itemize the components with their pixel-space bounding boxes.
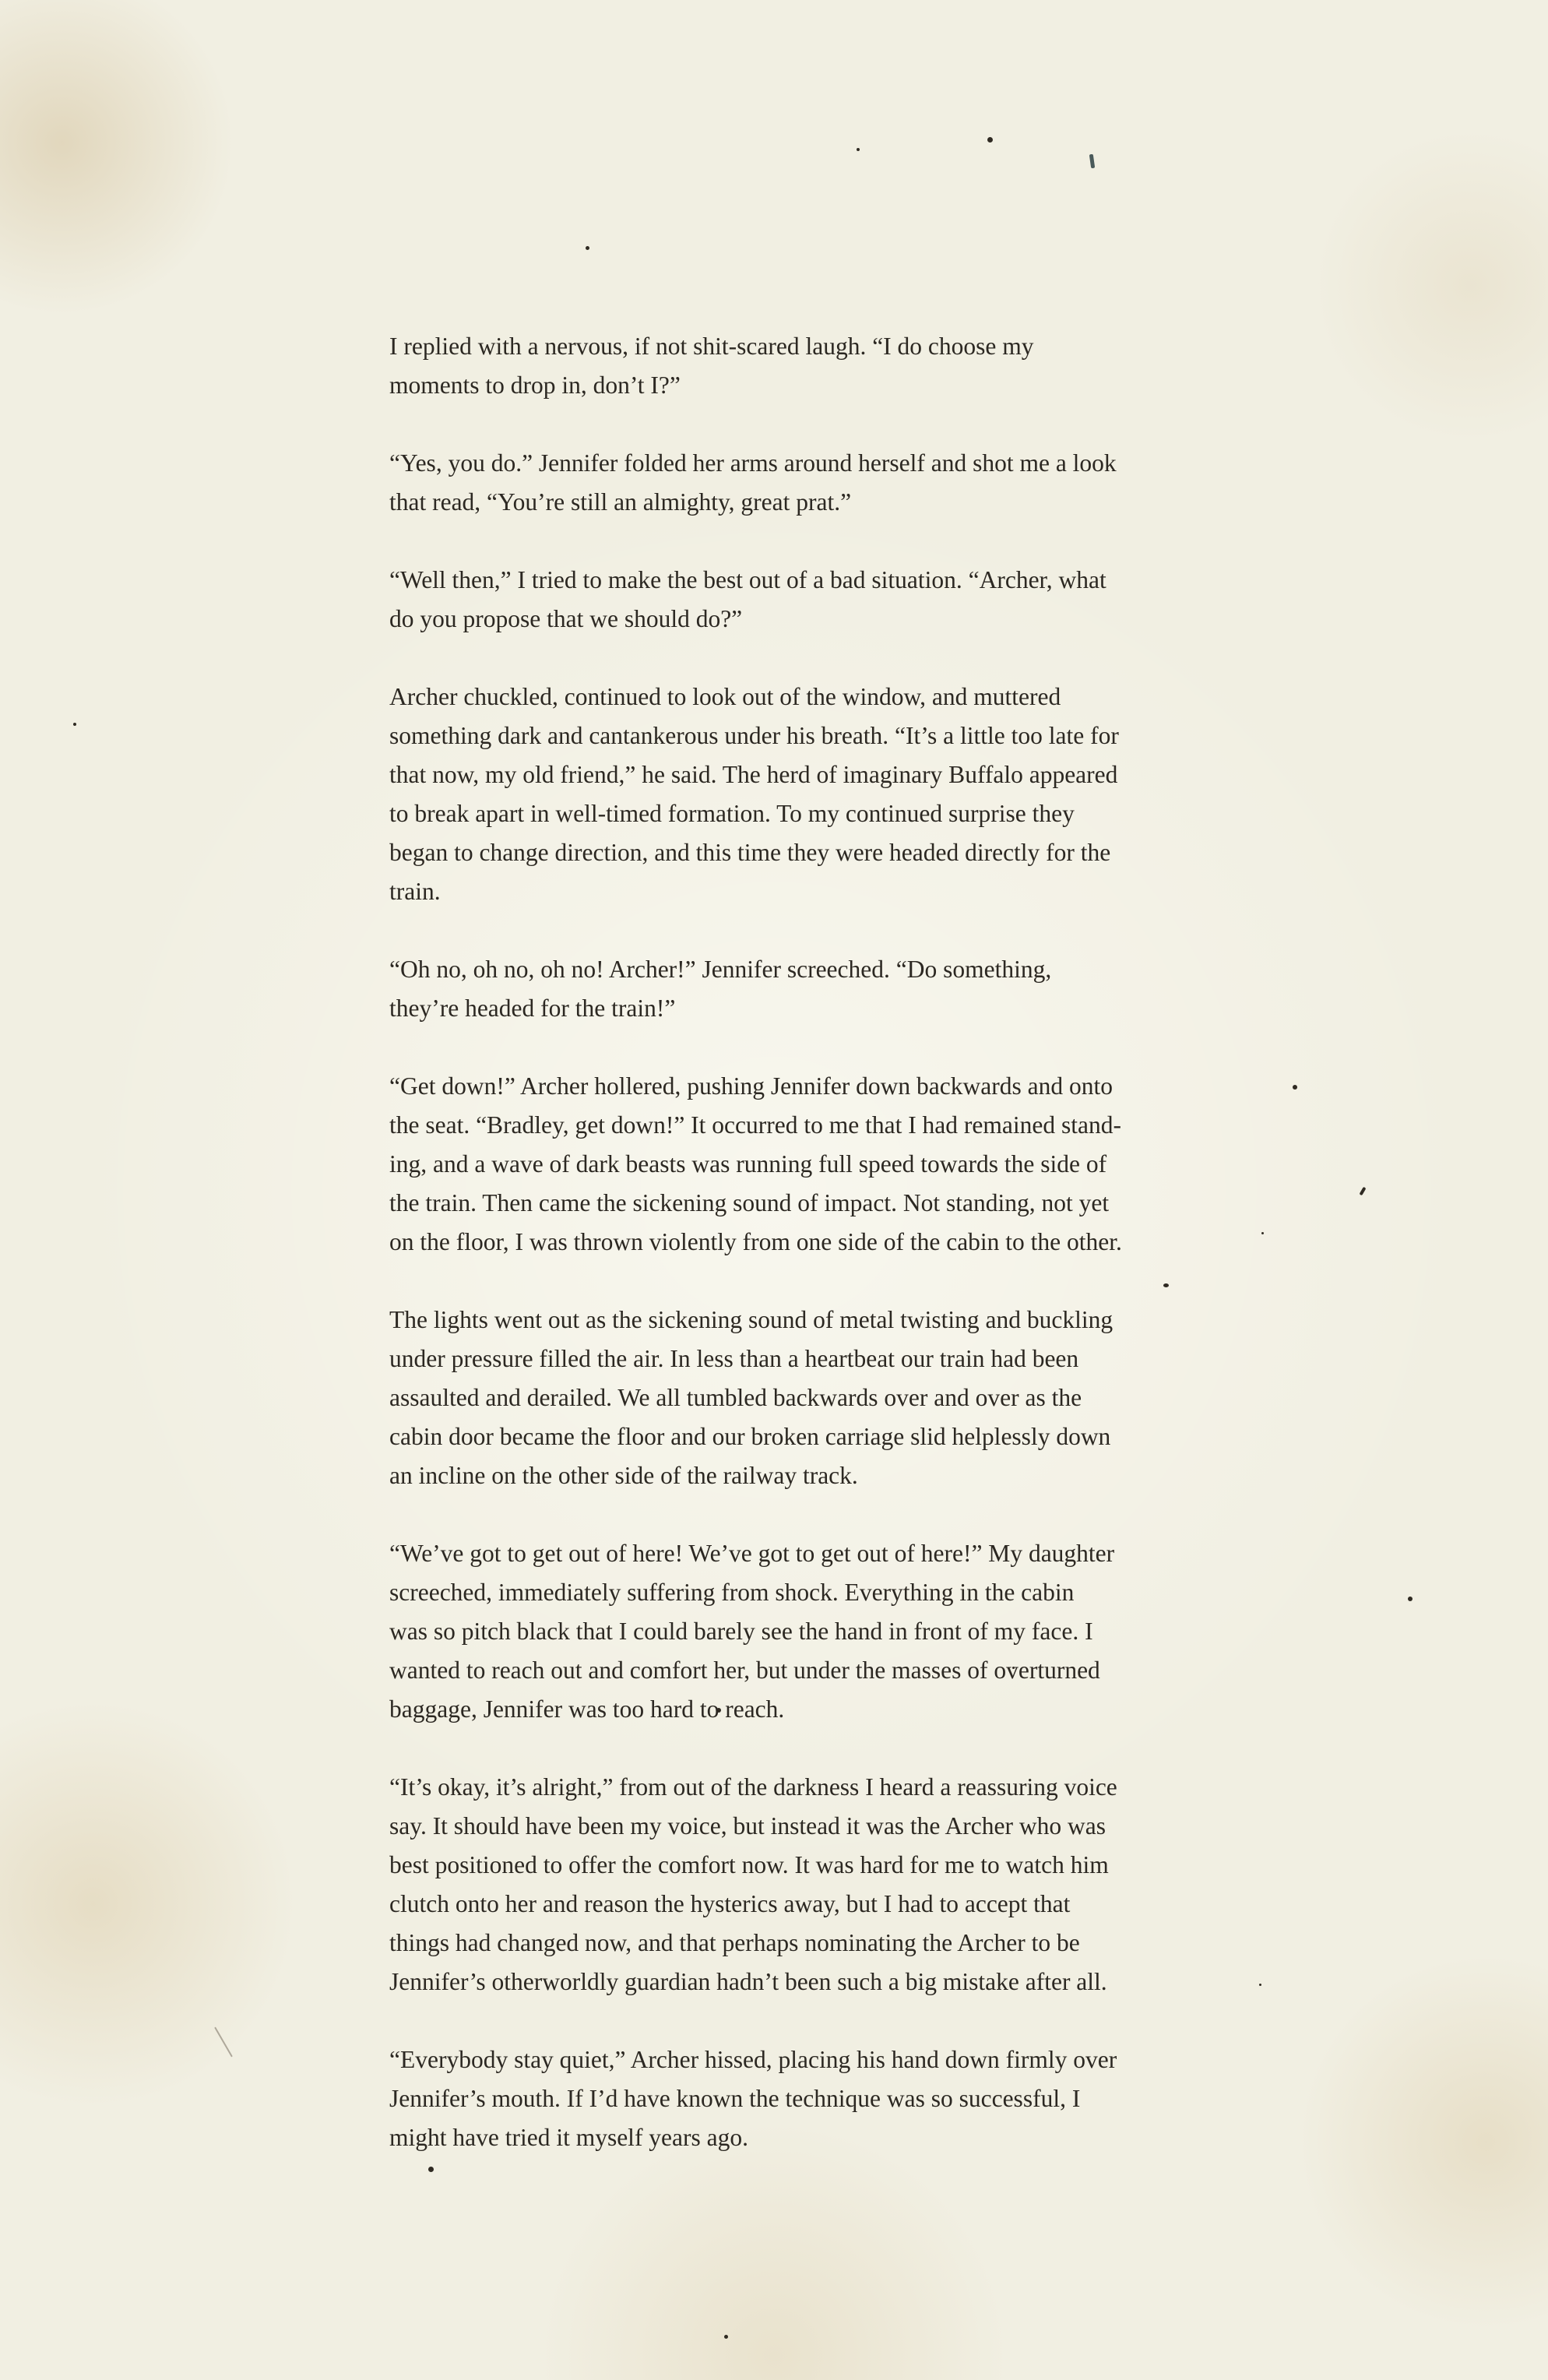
text-line: began to change direction, and this time they were headed directly for the — [389, 839, 1111, 866]
paper-speck — [214, 2026, 233, 2057]
text-line: say. It should have been my voice, but instead it was the Archer who was — [389, 1812, 1106, 1840]
text-line: assaulted and derailed. We all tumbled backwards over and over as the — [389, 1384, 1082, 1411]
text-line: something dark and cantankerous under his breath. “It’s a little too late for — [389, 722, 1119, 749]
text-line: the seat. “Bradley, get down!” It occurred to me that I had remained stand- — [389, 1111, 1121, 1139]
paragraph — [389, 2040, 1254, 2157]
paper-speck — [1293, 1085, 1297, 1090]
paper-speck — [428, 2167, 434, 2172]
text-line: ing, and a wave of dark beasts was running full speed towards the side of — [389, 1150, 1107, 1178]
paper-speck — [586, 246, 589, 250]
text-line: the train. Then came the sickening sound of impact. Not standing, not yet — [389, 1189, 1110, 1216]
text-line: an incline on the other side of the railway track. — [389, 1462, 858, 1489]
text-line: best positioned to offer the comfort now. It was hard for me to watch him — [389, 1851, 1109, 1878]
text-line: “Well then,” I tried to make the best out of a bad situation. “Archer, what — [389, 566, 1106, 593]
paper-speck — [987, 137, 993, 143]
paper-speck — [1408, 1597, 1413, 1601]
text-line: Archer chuckled, continued to look out of the window, and muttered — [389, 683, 1061, 710]
text-line: “Yes, you do.” Jennifer folded her arms around herself and shot me a look — [389, 449, 1117, 477]
text-line: baggage, Jennifer was too hard to reach. — [389, 1695, 785, 1723]
book-page-text — [389, 327, 1254, 2157]
text-line: on the floor, I was thrown violently from one side of the cabin to the other. — [389, 1228, 1122, 1255]
paper-speck — [1261, 1232, 1264, 1234]
text-line: might have tried it myself years ago. — [389, 2124, 748, 2151]
paper-speck — [857, 148, 860, 151]
paragraph — [389, 1534, 1254, 1729]
paragraph — [389, 561, 1254, 639]
paragraph — [389, 950, 1254, 1028]
paragraph — [389, 444, 1254, 522]
paragraph — [389, 327, 1254, 405]
text-line: cabin door became the floor and our broken carriage slid helplessly down — [389, 1423, 1111, 1450]
paragraph — [389, 1067, 1254, 1262]
text-line: under pressure filled the air. In less than a heartbeat our train had been — [389, 1345, 1079, 1372]
text-line: to break apart in well-timed formation. To my continued surprise they — [389, 800, 1075, 827]
paragraph — [389, 1768, 1254, 2002]
text-line: train. — [389, 878, 441, 905]
paragraph — [389, 1301, 1254, 1495]
text-line: “Oh no, oh no, oh no! Archer!” Jennifer screeched. “Do something, — [389, 956, 1052, 983]
text-line: that read, “You’re still an almighty, great prat.” — [389, 488, 852, 516]
text-line: moments to drop in, don’t I?” — [389, 371, 681, 399]
text-line: do you propose that we should do?” — [389, 605, 743, 632]
paper-speck — [1089, 154, 1095, 169]
paragraph — [389, 678, 1254, 911]
text-line: was so pitch black that I could barely see the hand in front of my face. I — [389, 1618, 1093, 1645]
text-line: The lights went out as the sickening sound of metal twisting and buckling — [389, 1306, 1114, 1333]
text-line: “Everybody stay quiet,” Archer hissed, placing his hand down firmly over — [389, 2046, 1117, 2073]
text-line: “Get down!” Archer hollered, pushing Jennifer down backwards and onto — [389, 1072, 1113, 1100]
text-line: wanted to reach out and comfort her, but under the masses of overturned — [389, 1656, 1100, 1684]
text-line: Jennifer’s otherworldly guardian hadn’t been such a big mistake after all. — [389, 1968, 1107, 1995]
text-line: “We’ve got to get out of here! We’ve got to get out of here!” My daughter — [389, 1540, 1115, 1567]
text-line: screeched, immediately suffering from shock. Everything in the cabin — [389, 1579, 1075, 1606]
text-line: that now, my old friend,” he said. The herd of imaginary Buffalo appeared — [389, 761, 1118, 788]
paper-speck — [1360, 1187, 1367, 1196]
paper-speck — [1259, 1984, 1261, 1986]
text-line: Jennifer’s mouth. If I’d have known the technique was so successful, I — [389, 2085, 1081, 2112]
text-line: “It’s okay, it’s alright,” from out of the darkness I heard a reassuring voice — [389, 1773, 1117, 1801]
text-line: things had changed now, and that perhaps nominating the Archer to be — [389, 1929, 1080, 1956]
paper-speck — [73, 723, 76, 726]
text-line: I replied with a nervous, if not shit-scared laugh. “I do choose my — [389, 333, 1034, 360]
text-line: clutch onto her and reason the hysterics away, but I had to accept that — [389, 1890, 1071, 1917]
paper-speck — [724, 2335, 728, 2339]
text-line: they’re headed for the train!” — [389, 995, 676, 1022]
